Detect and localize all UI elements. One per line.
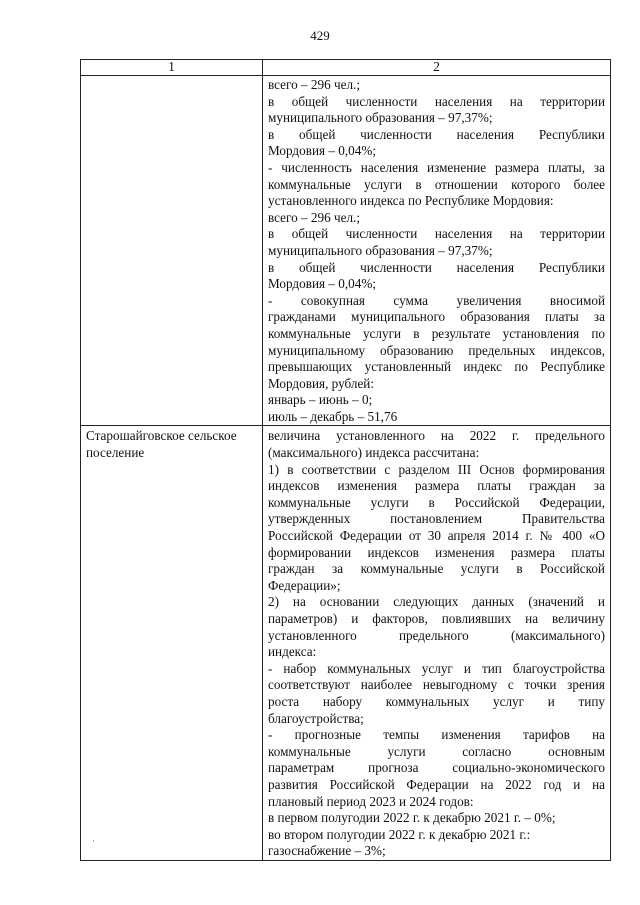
text-line: во втором полугодии 2022 г. к декабрю 2021 г.: bbox=[268, 826, 531, 842]
text-line: плановый период 2023 и 2024 годов: bbox=[268, 793, 474, 809]
text-line: всего – 296 чел.; bbox=[268, 209, 360, 225]
row1-description-cell bbox=[263, 76, 611, 426]
text-line: формировании индексов изменения размера платы bbox=[268, 544, 605, 560]
text-line: в первом полугодии 2022 г. к декабрю 2021 г. – 0%; bbox=[268, 810, 556, 826]
text-line: благоустройства; bbox=[268, 710, 364, 726]
text-line: граждан за коммунальные услуги в Российской bbox=[268, 561, 605, 577]
text-line: в общей численности населения на территории bbox=[268, 226, 605, 242]
text-line: муниципальному образованию предельных индексов, bbox=[268, 342, 605, 358]
text-line: установленного индекса по Республике Мордовия: bbox=[268, 193, 554, 209]
column-header-1: 1 bbox=[81, 60, 263, 76]
text-line: коммунальные услуги в отношении которого более bbox=[268, 176, 605, 192]
text-line: Федерации»; bbox=[268, 577, 341, 593]
text-line: июль – декабрь – 51,76 bbox=[268, 408, 398, 424]
table-header-row bbox=[81, 60, 611, 76]
text-line: индексов изменения размера платы граждан за bbox=[268, 478, 605, 494]
row2-name-cell: Старошайговское сельское поселение bbox=[81, 426, 263, 860]
text-line: индекса: bbox=[268, 644, 317, 660]
text-line: 2) на основании следующих данных (значений и bbox=[268, 594, 605, 610]
text-line: - совокупная сумма увеличения вносимой bbox=[268, 292, 605, 308]
text-line: коммунальные услуги в Российской Федерации, bbox=[268, 494, 605, 510]
text-line: установленного предельного (максимального) bbox=[268, 627, 605, 643]
text-line: роста набору коммунальных услуг и типу bbox=[268, 693, 605, 709]
text-line: коммунальные услуги в результате установления по bbox=[268, 325, 605, 341]
stray-mark: · bbox=[92, 836, 95, 846]
text-line: - численность населения изменение размера платы, за bbox=[268, 159, 605, 175]
text-line: Мордовия – 0,04%; bbox=[268, 143, 376, 159]
text-line: параметрам прогноза социально-экономического bbox=[268, 760, 605, 776]
text-line: 1) в соответствии с разделом III Основ формирования bbox=[268, 461, 605, 477]
text-line: параметров) и факторов, повлиявших на величину bbox=[268, 611, 605, 626]
text-line: в общей численности населения Республики bbox=[268, 259, 605, 275]
text-line: в общей численности населения Республики bbox=[268, 126, 605, 142]
text-line: всего – 296 чел.; bbox=[268, 77, 360, 92]
text-line: коммунальные услуги согласно основным bbox=[268, 743, 605, 759]
document-table bbox=[80, 59, 611, 861]
text-line: гражданами муниципального образования платы за bbox=[268, 309, 605, 325]
column-header-2: 2 bbox=[263, 60, 611, 76]
text-line: соответствуют наиболее невыгодному с точки зрения bbox=[268, 677, 605, 693]
text-line: Российской Федерации от 30 апреля 2014 г. № 400 «О bbox=[268, 528, 605, 544]
text-line: превышающих установленный индекс по Республике bbox=[268, 359, 605, 375]
table-row bbox=[81, 76, 611, 426]
text-line: утвержденных постановлением Правительства bbox=[268, 511, 605, 527]
text-line: январь – июнь – 0; bbox=[268, 392, 373, 408]
row2-description-cell bbox=[263, 426, 611, 860]
text-line: муниципального образования – 97,37%; bbox=[268, 242, 493, 258]
text-line: (максимального) индекса рассчитана: bbox=[268, 445, 480, 461]
text-line: Мордовия, рублей: bbox=[268, 375, 375, 391]
text-line: Мордовия – 0,04%; bbox=[268, 276, 376, 292]
table-row bbox=[81, 426, 611, 860]
text-line: - набор коммунальных услуг и тип благоустройства bbox=[268, 660, 605, 676]
page-number: 429 bbox=[310, 28, 330, 43]
text-line: развития Российской Федерации на 2022 год и на bbox=[268, 776, 605, 792]
text-line: муниципального образования – 97,37%; bbox=[268, 110, 493, 126]
text-line: - прогнозные темпы изменения тарифов на bbox=[268, 727, 605, 743]
text-line: газоснабжение – 3%; bbox=[268, 843, 386, 859]
text-line: в общей численности населения на территории bbox=[268, 93, 605, 109]
row1-name-cell bbox=[81, 76, 263, 426]
text-line: величина установленного на 2022 г. предельного bbox=[268, 428, 605, 444]
